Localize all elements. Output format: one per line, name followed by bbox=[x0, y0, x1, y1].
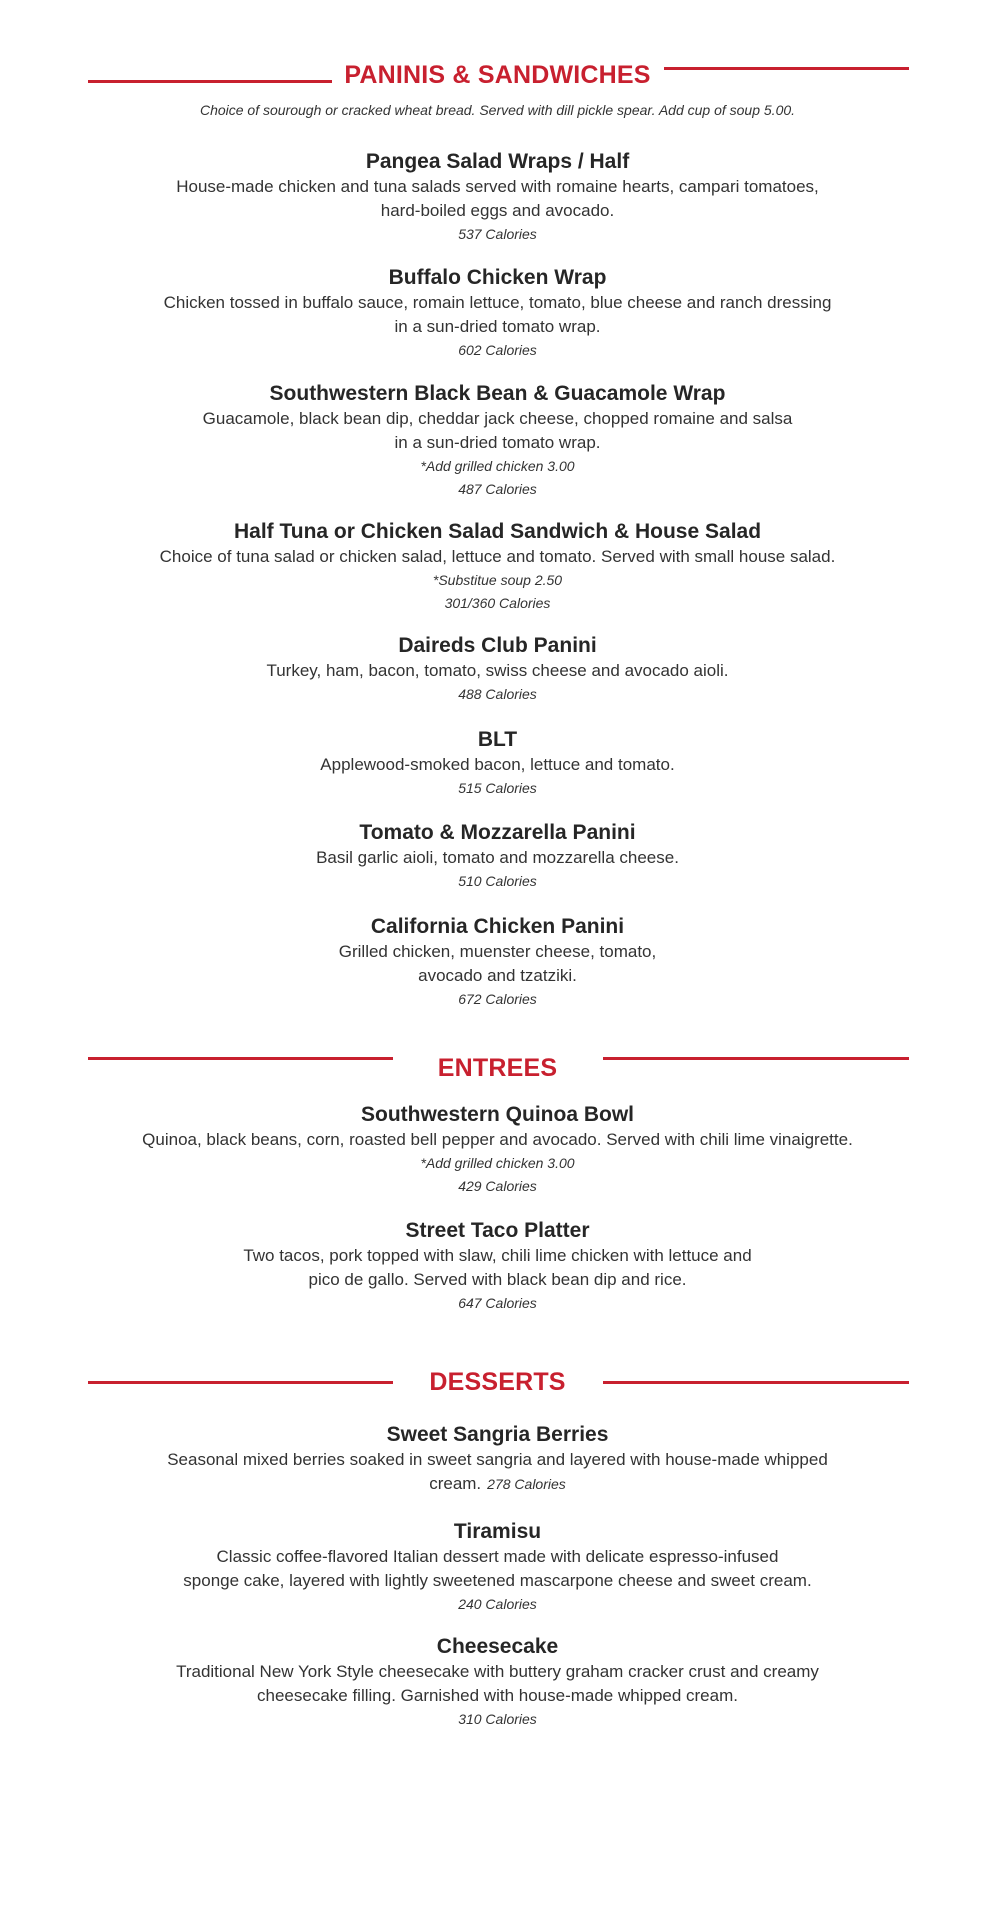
item-description: cheesecake filling. Garnished with house-made whipped cream. bbox=[257, 1686, 738, 1705]
item-calories: 537 Calories bbox=[458, 226, 537, 242]
item-calories: 515 Calories bbox=[458, 780, 537, 796]
item-description: House-made chicken and tuna salads served with romaine hearts, campari tomatoes, bbox=[176, 177, 819, 196]
item-calories: 429 Calories bbox=[458, 1178, 537, 1194]
item-name: Buffalo Chicken Wrap bbox=[388, 266, 607, 289]
item-calories: 602 Calories bbox=[458, 342, 537, 358]
item-calories: 510 Calories bbox=[458, 873, 537, 889]
item-description-line bbox=[0, 1472, 995, 1496]
item-calories: 672 Calories bbox=[458, 991, 537, 1007]
item-calories: 647 Calories bbox=[458, 1295, 537, 1311]
menu-item bbox=[0, 633, 995, 706]
item-calories: 278 Calories bbox=[487, 1476, 566, 1492]
item-description: Chicken tossed in buffalo sauce, romain lettuce, tomato, blue cheese and ranch dressing bbox=[163, 293, 832, 312]
item-name: Tiramisu bbox=[453, 1520, 542, 1543]
item-name: Pangea Salad Wraps / Half bbox=[365, 150, 630, 173]
item-description: Turkey, ham, bacon, tomato, swiss cheese and avocado aioli. bbox=[266, 661, 729, 680]
item-description: Traditional New York Style cheesecake with buttery graham cracker crust and creamy bbox=[176, 1662, 819, 1681]
section-subtitle: Choice of sourough or cracked wheat bread. Served with dill pickle spear. Add cup of soup 5.00. bbox=[199, 102, 796, 118]
section-header-paninis bbox=[0, 60, 995, 100]
item-name: Cheesecake bbox=[436, 1635, 559, 1658]
item-description: Applewood-smoked bacon, lettuce and tomato. bbox=[320, 755, 675, 774]
item-description: Classic coffee-flavored Italian dessert made with delicate espresso-infused bbox=[216, 1547, 779, 1566]
section-title: PANINIS & SANDWICHES bbox=[344, 61, 651, 89]
item-description: pico de gallo. Served with black bean dip and rice. bbox=[308, 1270, 687, 1289]
item-description: hard-boiled eggs and avocado. bbox=[380, 201, 615, 220]
item-description: in a sun-dried tomato wrap. bbox=[394, 433, 601, 452]
menu-item bbox=[0, 1102, 995, 1198]
menu-item bbox=[0, 381, 995, 501]
item-name: Southwestern Quinoa Bowl bbox=[360, 1103, 634, 1126]
item-description: Grilled chicken, muenster cheese, tomato, bbox=[338, 942, 657, 961]
item-addon-note: *Add grilled chicken 3.00 bbox=[420, 1155, 575, 1171]
section-header-desserts bbox=[0, 1367, 995, 1407]
item-addon-note: *Add grilled chicken 3.00 bbox=[420, 458, 575, 474]
item-description: Basil garlic aioli, tomato and mozzarella cheese. bbox=[316, 848, 679, 867]
menu-item bbox=[0, 727, 995, 800]
item-calories: 240 Calories bbox=[458, 1596, 537, 1612]
item-name: Tomato & Mozzarella Panini bbox=[359, 821, 636, 844]
item-name: Street Taco Platter bbox=[405, 1219, 590, 1242]
section-title: DESSERTS bbox=[429, 1368, 566, 1396]
item-calories: 487 Calories bbox=[458, 481, 537, 497]
item-description: avocado and tzatziki. bbox=[418, 966, 577, 985]
menu-item bbox=[0, 149, 995, 246]
menu-item bbox=[0, 1422, 995, 1496]
item-description: sponge cake, layered with lightly sweetened mascarpone cheese and sweet cream. bbox=[183, 1571, 812, 1590]
menu-item bbox=[0, 914, 995, 1011]
item-name: Half Tuna or Chicken Salad Sandwich & House Salad bbox=[233, 520, 762, 543]
menu-item bbox=[0, 1634, 995, 1731]
item-description: Seasonal mixed berries soaked in sweet sangria and layered with house-made whipped bbox=[167, 1450, 828, 1469]
menu-item bbox=[0, 1519, 995, 1616]
item-calories: 310 Calories bbox=[458, 1711, 537, 1727]
section-header-entrees bbox=[0, 1053, 995, 1093]
item-name: Sweet Sangria Berries bbox=[386, 1423, 609, 1446]
item-name: BLT bbox=[477, 728, 518, 751]
item-description: Choice of tuna salad or chicken salad, lettuce and tomato. Served with small house salad. bbox=[159, 547, 836, 566]
item-description: Guacamole, black bean dip, cheddar jack cheese, chopped romaine and salsa bbox=[202, 409, 793, 428]
menu-item bbox=[0, 265, 995, 362]
item-addon-note: *Substitue soup 2.50 bbox=[432, 572, 563, 588]
menu-item bbox=[0, 519, 995, 615]
item-calories: 488 Calories bbox=[458, 686, 537, 702]
item-description: cream. bbox=[429, 1474, 482, 1493]
item-calories: 301/360 Calories bbox=[444, 595, 551, 611]
item-description: in a sun-dried tomato wrap. bbox=[394, 317, 601, 336]
menu-item bbox=[0, 1218, 995, 1315]
item-name: Daireds Club Panini bbox=[398, 634, 597, 657]
item-name: Southwestern Black Bean & Guacamole Wrap bbox=[269, 382, 726, 405]
menu-item bbox=[0, 820, 995, 893]
item-description: Two tacos, pork topped with slaw, chili lime chicken with lettuce and bbox=[243, 1246, 752, 1265]
item-name: California Chicken Panini bbox=[370, 915, 625, 938]
item-description: Quinoa, black beans, corn, roasted bell pepper and avocado. Served with chili lime vinaigrette. bbox=[142, 1130, 853, 1149]
section-title: ENTREES bbox=[437, 1054, 558, 1082]
